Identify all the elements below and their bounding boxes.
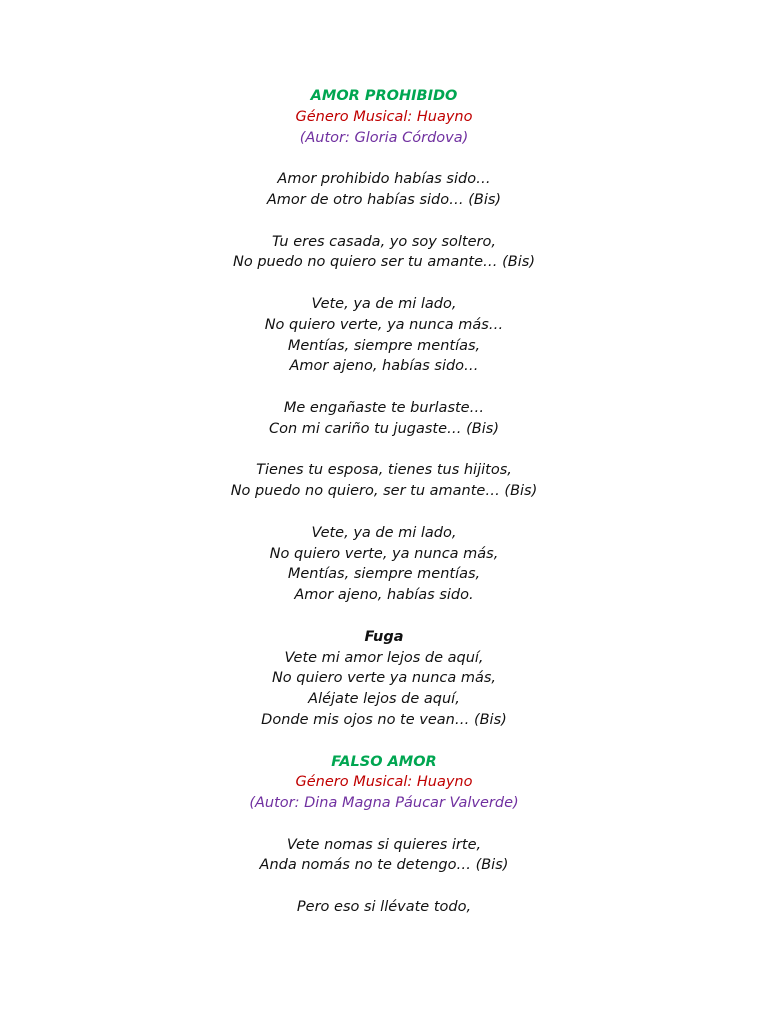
song-title: FALSO AMOR <box>331 753 437 770</box>
song-amor-prohibido <box>0 86 768 752</box>
lyric-line: Donde mis ojos no te vean… (Bis) <box>261 711 507 728</box>
song-genre: Género Musical: Huayno <box>295 774 473 791</box>
song-author: (Autor: Dina Magna Páucar Valverde) <box>249 795 519 812</box>
spacer <box>0 502 768 523</box>
lyric-line: No puedo no quiero, ser tu amante… (Bis) <box>230 483 538 500</box>
lyric-line: Amor prohibido habías sido… <box>277 171 491 188</box>
spacer <box>0 211 768 232</box>
lyric-line: Vete nomas si quieres irte, <box>286 836 482 853</box>
lyric-line: Anda nomás no te detengo… (Bis) <box>259 857 509 874</box>
spacer <box>0 876 768 897</box>
spacer <box>0 731 768 752</box>
lyric-line: No puedo no quiero ser tu amante… (Bis) <box>233 254 535 271</box>
lyric-line: Me engañaste te burlaste… <box>283 399 485 416</box>
lyric-line: No quiero verte ya nunca más, <box>271 670 497 687</box>
lyric-line: No quiero verte, ya nunca más… <box>264 316 504 333</box>
lyric-line: Tienes tu esposa, tienes tus hijitos, <box>256 462 512 479</box>
song-genre: Género Musical: Huayno <box>295 108 473 125</box>
song-author: (Autor: Gloria Córdova) <box>299 129 469 146</box>
spacer <box>0 273 768 294</box>
lyric-line: Vete, ya de mi lado, <box>311 524 457 541</box>
spacer <box>0 606 768 627</box>
lyric-line: Amor ajeno, habías sido… <box>289 358 479 375</box>
lyric-line: Tu eres casada, yo soy soltero, <box>272 233 496 250</box>
lyric-line: Vete mi amor lejos de aquí, <box>284 649 484 666</box>
spacer <box>0 814 768 835</box>
lyric-line: Mentías, siempre mentías, <box>287 566 481 583</box>
song-title: AMOR PROHIBIDO <box>310 88 458 104</box>
lyric-line: Mentías, siempre mentías, <box>287 337 481 354</box>
lyric-line: Pero eso si llévate todo, <box>296 899 472 916</box>
spacer <box>0 377 768 398</box>
spacer <box>0 148 768 169</box>
lyric-line: No quiero verte, ya nunca más, <box>269 545 499 562</box>
lyrics-page <box>0 86 768 918</box>
lyric-line: Con mi cariño tu jugaste… (Bis) <box>269 420 499 437</box>
lyric-line: Amor de otro habías sido… (Bis) <box>266 191 502 208</box>
section-heading-fuga: Fuga <box>364 628 404 645</box>
lyric-line: Vete, ya de mi lado, <box>311 295 457 312</box>
lyric-line: Aléjate lejos de aquí, <box>308 691 460 708</box>
lyric-line: Amor ajeno, habías sido. <box>294 587 474 604</box>
spacer <box>0 440 768 461</box>
song-falso-amor <box>0 752 768 918</box>
